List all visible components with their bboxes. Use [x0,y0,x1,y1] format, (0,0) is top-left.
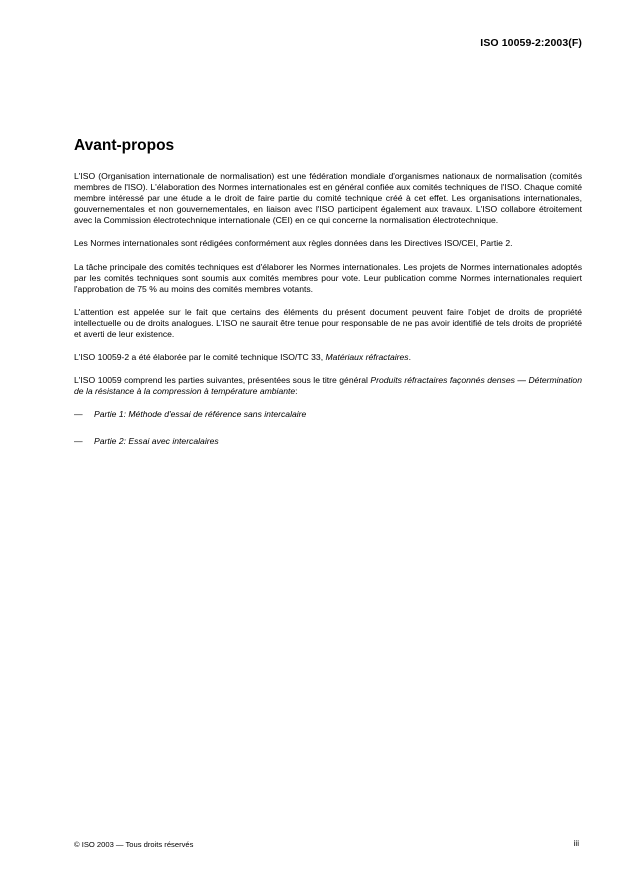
document-id: ISO 10059-2:2003(F) [480,37,582,49]
part-1-label: Partie 1: Méthode d'essai de référence sans intercalaire [94,409,307,420]
paragraph-technical-committees: La tâche principale des comités techniques est d'élaborer les Normes internationales. Les projets de Normes internationales adoptés par les comités techniques sont soumis aux comités membres pour vote. Leur publication comme Normes internationales requiert l'approbation de 75 % au moins des comités membres votants. [74,261,582,294]
page-number: iii [573,839,579,848]
committee-title: Matériaux réfractaires [325,352,409,363]
foreword-section [74,137,582,462]
section-title: Avant-propos [74,137,175,154]
paragraph-parts-intro [74,375,582,397]
paragraph-directives: Les Normes internationales sont rédigées conformément aux règles données dans les Directives ISO/CEI, Partie 2. [74,238,513,249]
part-2-label: Partie 2: Essai avec intercalaires [94,435,219,446]
list-dash: — [74,409,83,420]
prepared-by-end: . [408,352,411,363]
general-title: Produits réfractaires façonnés denses — Détermination de la résistance à la compression à température ambiante [74,375,582,397]
paragraph-iso-intro: L'ISO (Organisation internationale de normalisation) est une fédération mondiale d'organismes nationaux de normalisation (comités membres de l'ISO). L'élaboration des Normes internationales est en général confiée aux comités techniques de l'ISO. Chaque comité membre intéressé par une étude a le droit de faire partie du comité technique créé à cet effet. Les organisations internationales, gouvernementales et non gouvernementales, en liaison avec l'ISO participent également aux travaux. L'ISO collabore étroitement avec la Commission électrotechnique internationale (CEI) en ce qui concerne la normalisation électrotechnique. [74,171,582,226]
list-item [74,436,582,447]
list-item [74,409,582,420]
footer-copyright: © ISO 2003 — Tous droits réservés [74,840,194,849]
list-dash: — [74,435,83,446]
paragraph-patent-rights: L'attention est appelée sur le fait que certains des éléments du présent document peuvent faire l'objet de droits de propriété intellectuelle ou de droits analogues. L'ISO ne saurait être tenue pour responsable de ne pas avoir identifié de tels droits de propriété et averti de leur existence. [74,306,582,340]
parts-intro-end: : [295,386,298,397]
parts-intro-text: L'ISO 10059 comprend les parties suivantes, présentées sous le titre général [74,375,371,386]
prepared-by-text: L'ISO 10059-2 a été élaborée par le comité technique ISO/TC 33, [74,352,326,363]
paragraph-prepared-by [74,352,582,363]
